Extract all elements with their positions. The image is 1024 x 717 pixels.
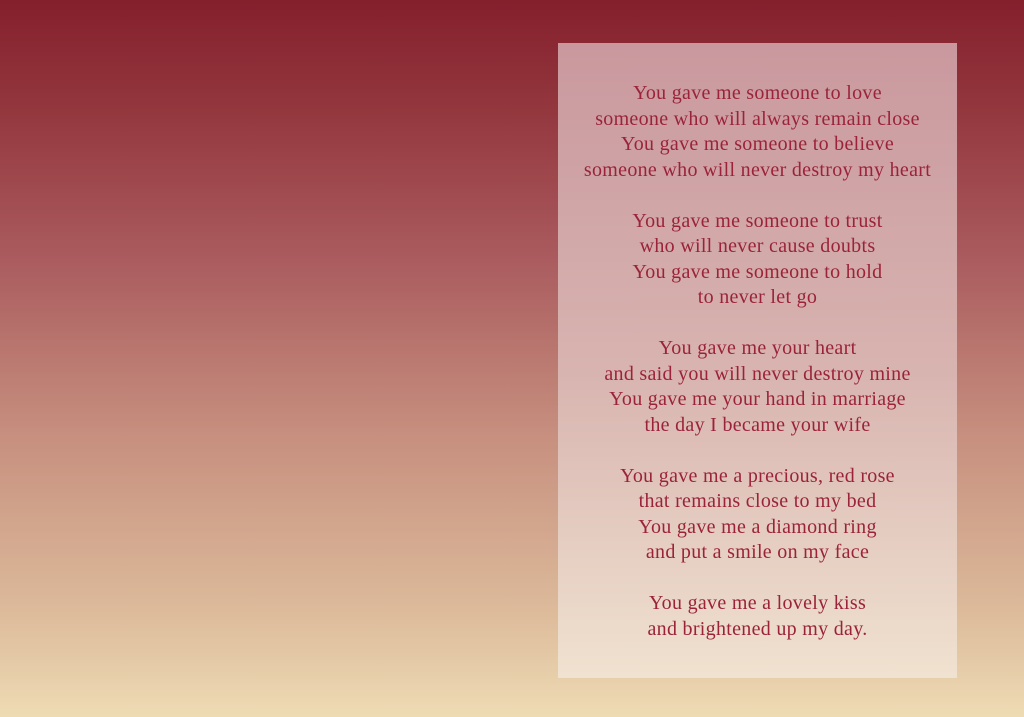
poem-panel	[558, 43, 957, 678]
poem-line: who will never cause doubts	[639, 235, 876, 257]
poem-line: You gave me someone to trust	[632, 209, 883, 232]
poem-line: You gave me someone to hold	[632, 260, 883, 283]
poem-stanza-3	[558, 336, 957, 438]
poem-line: the day I became your wife	[644, 413, 871, 436]
poem-line: You gave me your hand in marriage	[609, 388, 906, 410]
poem-line: someone who will never destroy my heart	[583, 158, 932, 181]
poem-line: You gave me a diamond ring	[638, 515, 877, 538]
poem-line: someone who will always remain close	[595, 107, 920, 130]
poem-stanza-4	[558, 464, 957, 566]
poem-line: to never let go	[697, 286, 818, 308]
poem-line: You gave me a lovely kiss	[648, 592, 867, 614]
poem-stanza-2	[558, 209, 957, 311]
poem-line: You gave me a precious, red rose	[620, 464, 895, 487]
poem-line: You gave me someone to love	[633, 82, 882, 104]
poem-line: that remains close to my bed	[638, 490, 877, 512]
poem-line: and brightened up my day.	[647, 617, 868, 640]
poem-line: You gave me your heart	[658, 337, 857, 359]
poem-line: and put a smile on my face	[645, 541, 870, 563]
poem-line: and said you will never destroy mine	[604, 362, 911, 385]
poem-line: You gave me someone to believe	[620, 133, 895, 155]
poem-stanza-1	[558, 81, 957, 183]
poem-stanza-5	[558, 591, 957, 642]
